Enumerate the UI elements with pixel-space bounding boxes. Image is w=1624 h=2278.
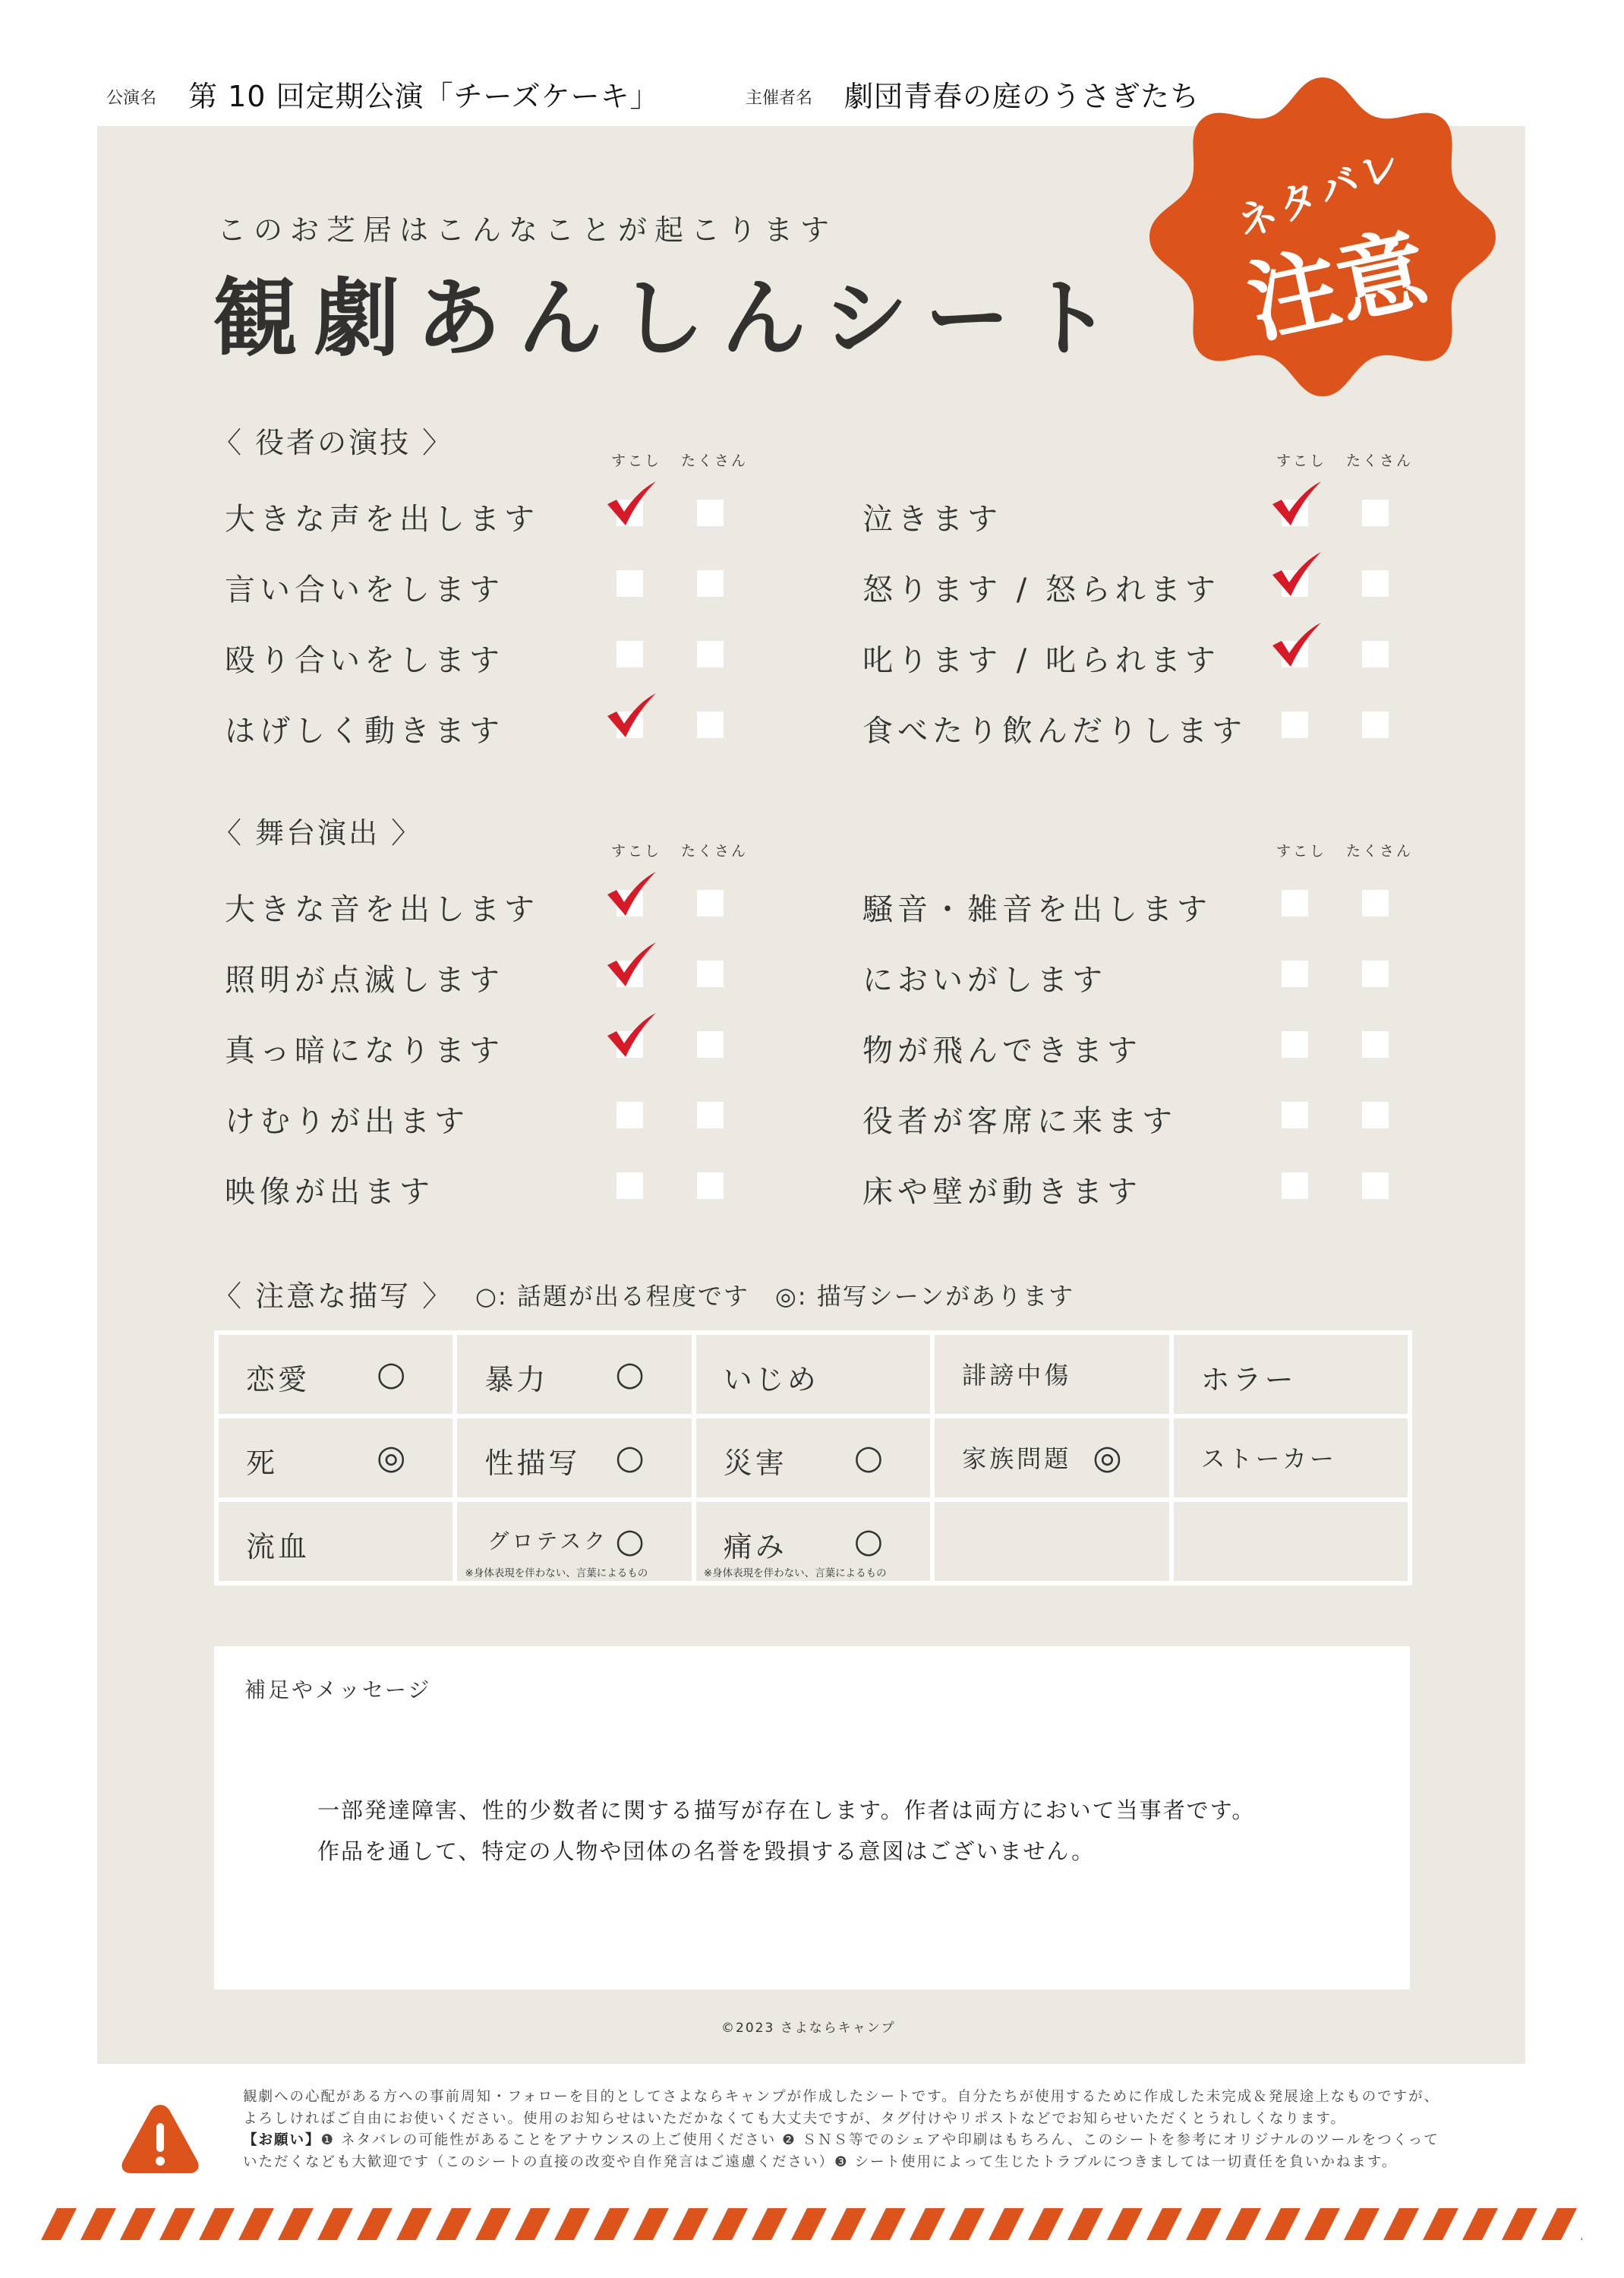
checkbox-lots[interactable]: [1362, 570, 1389, 597]
content-cell: [935, 1418, 1168, 1497]
content-cell: [1174, 1418, 1408, 1497]
checkbox-lots[interactable]: [697, 1031, 724, 1058]
badge-line1: ネタバレ: [1231, 139, 1411, 248]
usage-notice: [243, 2087, 1549, 2173]
content-cell: [219, 1418, 453, 1497]
checkmark-icon: [607, 1013, 656, 1057]
checkbox-little[interactable]: [1282, 1102, 1308, 1128]
content-cell-label: いじめ: [723, 1363, 819, 1396]
content-cell-label: ストーカー: [1200, 1444, 1337, 1473]
checkmark-icon: [607, 481, 656, 525]
checkbox-lots[interactable]: [697, 890, 724, 917]
content-cell-label: 誹謗中傷: [962, 1361, 1072, 1390]
message-line-2: 作品を通して、特定の人物や団体の名誉を毀損する意図はございません。: [317, 1838, 1096, 1864]
item-label: 役者が客席に来ます: [862, 1104, 1177, 1139]
item-label: 言い合いをします: [225, 573, 504, 607]
content-cell: [219, 1335, 453, 1414]
content-cell: [457, 1335, 691, 1414]
content-cell: [696, 1502, 930, 1581]
hazard-stripe-border: [41, 2208, 1582, 2240]
checkbox-lots[interactable]: [697, 570, 724, 597]
checkmark-icon: [1272, 552, 1321, 596]
sheet-subtitle: このお芝居はこんなことが起こります: [217, 213, 837, 247]
warning-icon: [118, 2100, 202, 2176]
checkbox-lots[interactable]: [697, 1102, 724, 1128]
circle-mark: ○: [377, 1355, 406, 1393]
col-header-lots-staging-right: たくさん: [1346, 843, 1414, 860]
content-warning-grid: [214, 1330, 1412, 1585]
circle-mark: ○: [853, 1438, 884, 1477]
content-legend: ○: 話題が出る程度です ◎: 描写シーンがあります: [475, 1282, 1075, 1311]
checkbox-lots[interactable]: [1362, 1172, 1389, 1199]
item-label: はげしく動きます: [225, 714, 504, 749]
checkbox-lots[interactable]: [697, 711, 724, 738]
circle-mark: ○: [615, 1355, 645, 1393]
badge-line2: 注意: [1239, 216, 1436, 356]
section-title-staging: 〈 舞台演出 〉: [213, 816, 423, 850]
content-cell-label: 恋愛: [246, 1363, 311, 1396]
performance-name: 第 10 回定期公演「チーズケーキ」: [188, 80, 660, 113]
checkmark-icon: [607, 693, 656, 737]
item-label: 泣きます: [862, 502, 1002, 537]
notice-request-label: 【お願い】: [243, 2132, 321, 2148]
checkbox-little[interactable]: [616, 641, 643, 667]
double-circle-mark: ◎: [377, 1438, 406, 1477]
checkbox-lots[interactable]: [1362, 961, 1389, 987]
item-label: 食べたり飲んだりします: [862, 714, 1247, 749]
col-header-little: すこし: [611, 453, 662, 469]
checkbox-lots[interactable]: [1362, 1031, 1389, 1058]
col-header-lots: たくさん: [681, 453, 749, 469]
col-header-little-staging-right: すこし: [1276, 843, 1327, 860]
checkbox-little[interactable]: [1282, 711, 1308, 738]
content-cell-label: 痛み: [723, 1530, 787, 1563]
section-title-acting: 〈 役者の演技 〉: [213, 426, 454, 459]
item-label: 真っ暗になります: [225, 1033, 504, 1068]
content-cell-label: グロテスク: [487, 1529, 609, 1554]
double-circle-mark: ◎: [1093, 1438, 1122, 1477]
notice-line-2: よろしければご自由にお使いください。使用のお知らせはいただかなくても大丈夫ですが、タグ付けやリポストなどでお知らせいただくとうれしくなります。: [243, 2110, 1346, 2127]
checkbox-little[interactable]: [1282, 1031, 1308, 1058]
checkbox-lots[interactable]: [1362, 711, 1389, 738]
checkbox-little[interactable]: [616, 1172, 643, 1199]
section-title-content: 〈 注意な描写 〉: [213, 1279, 454, 1313]
item-label: けむりが出ます: [225, 1104, 469, 1139]
content-cell: [1174, 1335, 1408, 1414]
checkbox-lots[interactable]: [697, 1172, 724, 1199]
checkmark-icon: [1272, 481, 1321, 525]
checkbox-little[interactable]: [1282, 961, 1308, 987]
item-label: 怒ります / 怒られます: [862, 573, 1220, 607]
checkbox-lots[interactable]: [697, 961, 724, 987]
circle-mark: ○: [853, 1522, 884, 1560]
content-cell: [935, 1502, 1168, 1581]
content-cell-note: ※身体表現を伴わない、言葉によるもの: [465, 1567, 648, 1579]
checkmark-icon: [607, 872, 656, 916]
content-cell-label: ホラー: [1200, 1363, 1297, 1396]
notice-line-4: いただくなども大歓迎です（このシートの直接の改変や自作発言はご遠慮ください）❸ シート使用によって生じたトラブルにつきましては一切責任を負いかねます。: [243, 2153, 1398, 2170]
item-label: 大きな声を出します: [225, 502, 539, 537]
circle-mark: ○: [615, 1438, 645, 1477]
content-cell: [457, 1418, 691, 1497]
checkbox-little[interactable]: [616, 570, 643, 597]
spoiler-badge: [1148, 70, 1497, 404]
col-header-little-right: すこし: [1276, 453, 1327, 469]
message-line-1: 一部発達障害、性的少数者に関する描写が存在します。作者は両方において当事者です。: [317, 1797, 1256, 1823]
checkbox-lots[interactable]: [1362, 641, 1389, 667]
content-cell: [696, 1418, 930, 1497]
message-label: 補足やメッセージ: [244, 1677, 432, 1702]
item-label: 照明が点滅します: [225, 963, 504, 998]
checkmark-icon: [1272, 623, 1321, 667]
content-cell-label: 性描写: [484, 1447, 581, 1480]
content-cell-label: 流血: [246, 1530, 311, 1563]
content-cell-label: 災害: [723, 1447, 787, 1480]
checkbox-lots[interactable]: [697, 500, 724, 526]
checkbox-lots[interactable]: [1362, 500, 1389, 526]
col-header-lots-staging: たくさん: [681, 843, 749, 860]
col-header-lots-right: たくさん: [1346, 453, 1414, 469]
item-label: 騒音・雑音を出します: [862, 892, 1212, 927]
content-cell: [1174, 1502, 1408, 1581]
message-box: [214, 1646, 1410, 1989]
item-label: 殴り合いをします: [225, 643, 504, 678]
organizer-name: 劇団青春の庭のうさぎたち: [844, 80, 1200, 113]
item-label: 叱ります / 叱られます: [862, 643, 1220, 678]
item-label: 床や壁が動きます: [862, 1175, 1142, 1210]
item-label: 映像が出ます: [225, 1175, 434, 1210]
checkbox-lots[interactable]: [1362, 890, 1389, 917]
item-label: においがします: [862, 963, 1107, 998]
content-cell: [696, 1335, 930, 1414]
checkbox-little[interactable]: [1282, 890, 1308, 917]
col-header-little-staging: すこし: [611, 843, 662, 860]
content-cell-label: 暴力: [484, 1363, 549, 1396]
checkbox-lots[interactable]: [697, 641, 724, 667]
organizer-label: 主催者名: [746, 89, 813, 108]
content-cell: [457, 1502, 691, 1581]
checkbox-lots[interactable]: [1362, 1102, 1389, 1128]
content-cell: [935, 1335, 1168, 1414]
checkmark-icon: [607, 942, 656, 986]
circle-mark: ○: [615, 1522, 645, 1560]
content-cell-label: 家族問題: [962, 1444, 1072, 1473]
content-cell-note: ※身体表現を伴わない、言葉によるもの: [703, 1567, 887, 1579]
checkbox-little[interactable]: [1282, 1172, 1308, 1199]
content-cell: [219, 1502, 453, 1581]
notice-line-3: ❶ ネタバレの可能性があることをアナウンスの上ご使用ください ❷ ＳＮＳ等でのシェアや印刷はもちろん、このシートを参考にオリジナルのツールをつくって: [320, 2132, 1440, 2148]
sheet-title: 観劇あんしんシート: [213, 270, 1128, 368]
item-label: 大きな音を出します: [225, 892, 539, 927]
checkbox-little[interactable]: [616, 1102, 643, 1128]
copyright: ©2023 さよならキャンプ: [721, 2021, 896, 2036]
notice-line-1: 観劇への心配がある方への事前周知・フォローを目的としてさよならキャンプが作成したシートです。自分たちが使用するために作成した未完成＆発展途上なものですが、: [243, 2089, 1440, 2105]
content-cell-label: 死: [246, 1447, 279, 1480]
performance-label: 公演名: [106, 89, 157, 108]
item-label: 物が飛んできます: [862, 1033, 1142, 1068]
